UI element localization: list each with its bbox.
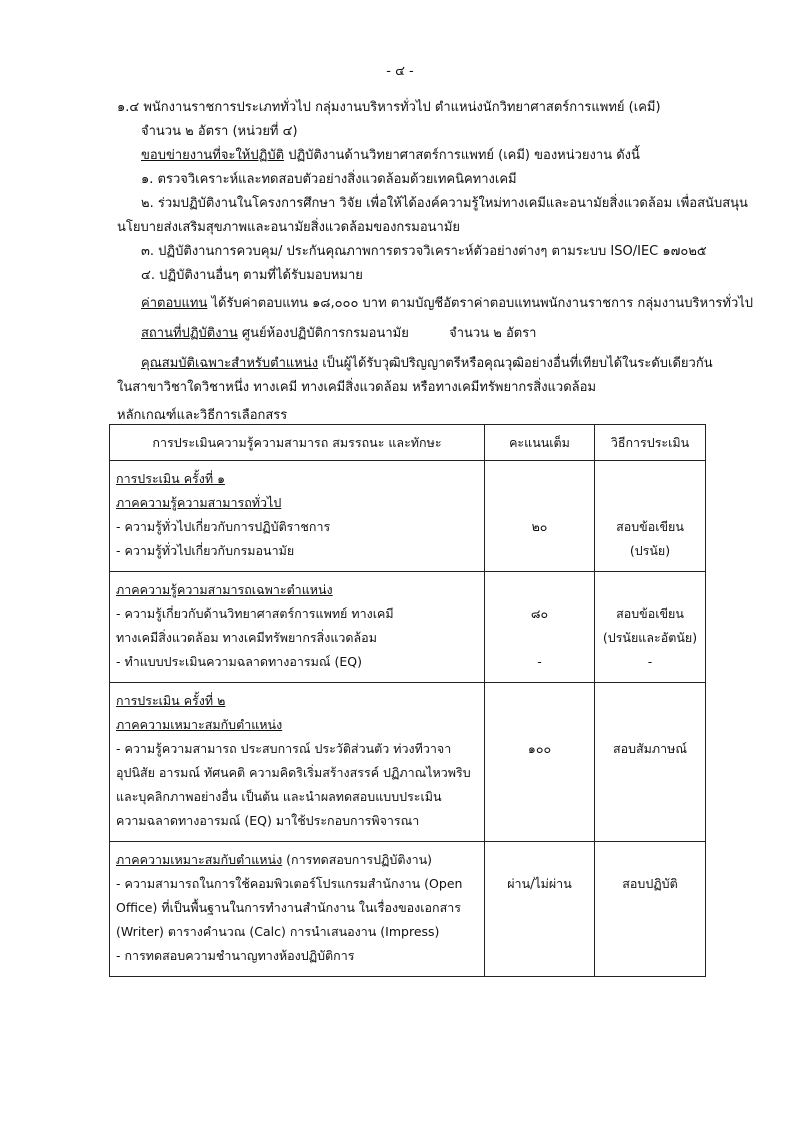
assessment-item: Office) ที่เป็นพื้นฐานในการทำงานสำนักงาน ในเรื่องของเอกสาร — [116, 900, 461, 915]
header-method: วิธีการประเมิน — [595, 425, 706, 461]
score-value: ผ่าน/ไม่ผ่าน — [507, 876, 572, 891]
method-cell — [595, 683, 706, 842]
assessment-cell — [110, 572, 485, 683]
header-assessment: การประเมินความรู้ความสามารถ สมรรถนะ และทักษะ — [110, 425, 485, 461]
section-suffix: (การทดสอบการปฏิบัติงาน) — [282, 852, 433, 867]
method-cell — [595, 842, 706, 977]
score-cell — [485, 842, 595, 977]
method-value-sub: (ปรนัย) — [629, 543, 671, 558]
position-heading: ๑.๔ พนักงานราชการประเภททั่วไป กลุ่มงานบริหารทั่วไป ตำแหน่งนักวิทยาศาสตร์การแพทย์ (เคมี) — [117, 100, 661, 115]
assessment-cell — [110, 842, 485, 977]
method-value: สอบข้อเขียน — [616, 606, 684, 621]
assessment-item: ความฉลาดทางอารมณ์ (EQ) มาใช้ประกอบการพิจารณา — [116, 813, 420, 828]
section-heading — [116, 848, 478, 872]
assessment-item: (Writer) ตารางคำนวณ (Calc) การนำเสนองาน (Impress) — [116, 924, 440, 939]
qualifications-line-2: ในสาขาวิชาใดวิชาหนึ่ง ทางเคมี ทางเคมีสิ่งแวดล้อม หรือทางเคมีทรัพยากรสิ่งแวดล้อม — [117, 380, 597, 395]
table-row — [110, 461, 706, 572]
duties-line — [141, 144, 640, 168]
table-row — [110, 683, 706, 842]
method-eq: - — [647, 654, 653, 669]
assessment-item: - ความรู้ทั่วไปเกี่ยวกับการปฏิบัติราชการ — [116, 519, 331, 534]
workplace-line — [141, 322, 536, 346]
assessment-cell — [110, 683, 485, 842]
table-row — [110, 572, 706, 683]
header-full-score: คะแนนเต็ม — [485, 425, 595, 461]
criteria-title: หลักเกณฑ์และวิธีการเลือกสรร — [117, 408, 288, 423]
compensation-text: ได้รับค่าตอบแทน ๑๘,๐๐๐ บาท ตามบัญชีอัตราค่าตอบแทนพนักงานราชการ กลุ่มงานบริหารทั่วไป — [211, 296, 754, 311]
method-cell — [595, 461, 706, 572]
assessment-item: - ความรู้ทั่วไปเกี่ยวกับกรมอนามัย — [116, 543, 295, 558]
assessment-item: - ความสามารถในการใช้คอมพิวเตอร์โปรแกรมสำนักงาน (Open — [116, 876, 463, 891]
method-value: สอบสัมภาษณ์ — [612, 741, 688, 756]
qualifications-text: เป็นผู้ได้รับวุฒิปริญญาตรีหรือคุณวุฒิอย่างอื่นที่เทียบได้ในระดับเดียวกัน — [322, 356, 713, 371]
duties-text: ปฏิบัติงานด้านวิทยาศาสตร์การแพทย์ (เคมี) ของหน่วยงาน ดังนี้ — [288, 148, 640, 163]
compensation-label: ค่าตอบแทน — [141, 296, 208, 311]
assessment-item: - ทำแบบประเมินความฉลาดทางอารมณ์ (EQ) — [116, 654, 362, 669]
criteria-table — [109, 424, 706, 977]
duty-item-1: ๑. ตรวจวิเคราะห์และทดสอบตัวอย่างสิ่งแวดล้อมด้วยเทคนิคทางเคมี — [141, 172, 517, 187]
duties-label: ขอบข่ายงานที่จะให้ปฏิบัติ — [141, 148, 285, 163]
score-value: ๑๐๐ — [527, 741, 552, 756]
method-cell — [595, 572, 706, 683]
workplace-text: ศูนย์ห้องปฏิบัติการกรมอนามัย — [241, 326, 409, 341]
duty-item-2: ๒. ร่วมปฏิบัติงานในโครงการศึกษา วิจัย เพื่อให้ได้องค์ความรู้ใหม่ทางเคมีและอนามัยสิ่งแวดล้อม เพื่อสนับสนุน — [141, 196, 748, 211]
score-cell — [485, 683, 595, 842]
assessment-item: ทางเคมีสิ่งแวดล้อม ทางเคมีทรัพยากรสิ่งแวดล้อม — [116, 630, 377, 645]
assessment-item: - การทดสอบความชำนาญทางห้องปฏิบัติการ — [116, 948, 355, 963]
compensation-line — [141, 292, 753, 316]
assessment-item: - ความรู้เกี่ยวกับด้านวิทยาศาสตร์การแพทย์ ทางเคมี — [116, 606, 394, 621]
score-cell — [485, 572, 595, 683]
workplace-label: สถานที่ปฏิบัติงาน — [141, 326, 238, 341]
qualifications-line — [141, 352, 713, 376]
section-label: ภาคความรู้ความสามารถทั่วไป — [116, 495, 282, 510]
score-value: ๘๐ — [530, 606, 549, 621]
qualifications-label: คุณสมบัติเฉพาะสำหรับตำแหน่ง — [141, 356, 319, 371]
round-label: การประเมิน ครั้งที่ ๑ — [116, 471, 226, 486]
table-header-row — [110, 425, 706, 461]
section-label: ภาคความเหมาะสมกับตำแหน่ง — [116, 852, 283, 867]
assessment-item: - ความรู้ความสามารถ ประสบการณ์ ประวัติส่วนตัว ท่วงทีวาจา — [116, 741, 452, 756]
score-eq: - — [537, 654, 542, 669]
round-label: การประเมิน ครั้งที่ ๒ — [116, 693, 226, 708]
assessment-item: และบุคลิกภาพอย่างอื่น เป็นต้น และนำผลทดสอบแบบประเมิน — [116, 789, 442, 804]
assessment-item: อุปนิสัย อารมณ์ ทัศนคติ ความคิดริเริ่มสร้างสรรค์ ปฏิภาณไหวพริบ — [116, 765, 471, 780]
section-label: ภาคความรู้ความสามารถเฉพาะตำแหน่ง — [116, 582, 333, 597]
workplace-count: จำนวน ๒ อัตรา — [449, 326, 537, 341]
duty-item-2-cont: นโยบายส่งเสริมสุขภาพและอนามัยสิ่งแวดล้อมของกรมอนามัย — [117, 220, 461, 235]
method-value: สอบข้อเขียน — [616, 519, 684, 534]
duty-item-3: ๓. ปฏิบัติงานการควบคุม/ ประกันคุณภาพการตรวจวิเคราะห์ตัวอย่างต่างๆ ตามระบบ ISO/IEC ๑๗๐๒๕ — [141, 244, 707, 259]
duty-item-4: ๔. ปฏิบัติงานอื่นๆ ตามที่ได้รับมอบหมาย — [141, 268, 363, 283]
method-value: สอบปฏิบัติ — [622, 876, 678, 891]
method-value-sub: (ปรนัยและอัตนัย) — [602, 630, 698, 645]
page-number: - ๔ - — [386, 64, 414, 79]
assessment-cell — [110, 461, 485, 572]
score-cell — [485, 461, 595, 572]
score-value: ๒๐ — [531, 519, 548, 534]
section-label: ภาคความเหมาะสมกับตำแหน่ง — [116, 717, 283, 732]
table-row — [110, 842, 706, 977]
position-count: จำนวน ๒ อัตรา (หน่วยที่ ๔) — [141, 124, 298, 139]
